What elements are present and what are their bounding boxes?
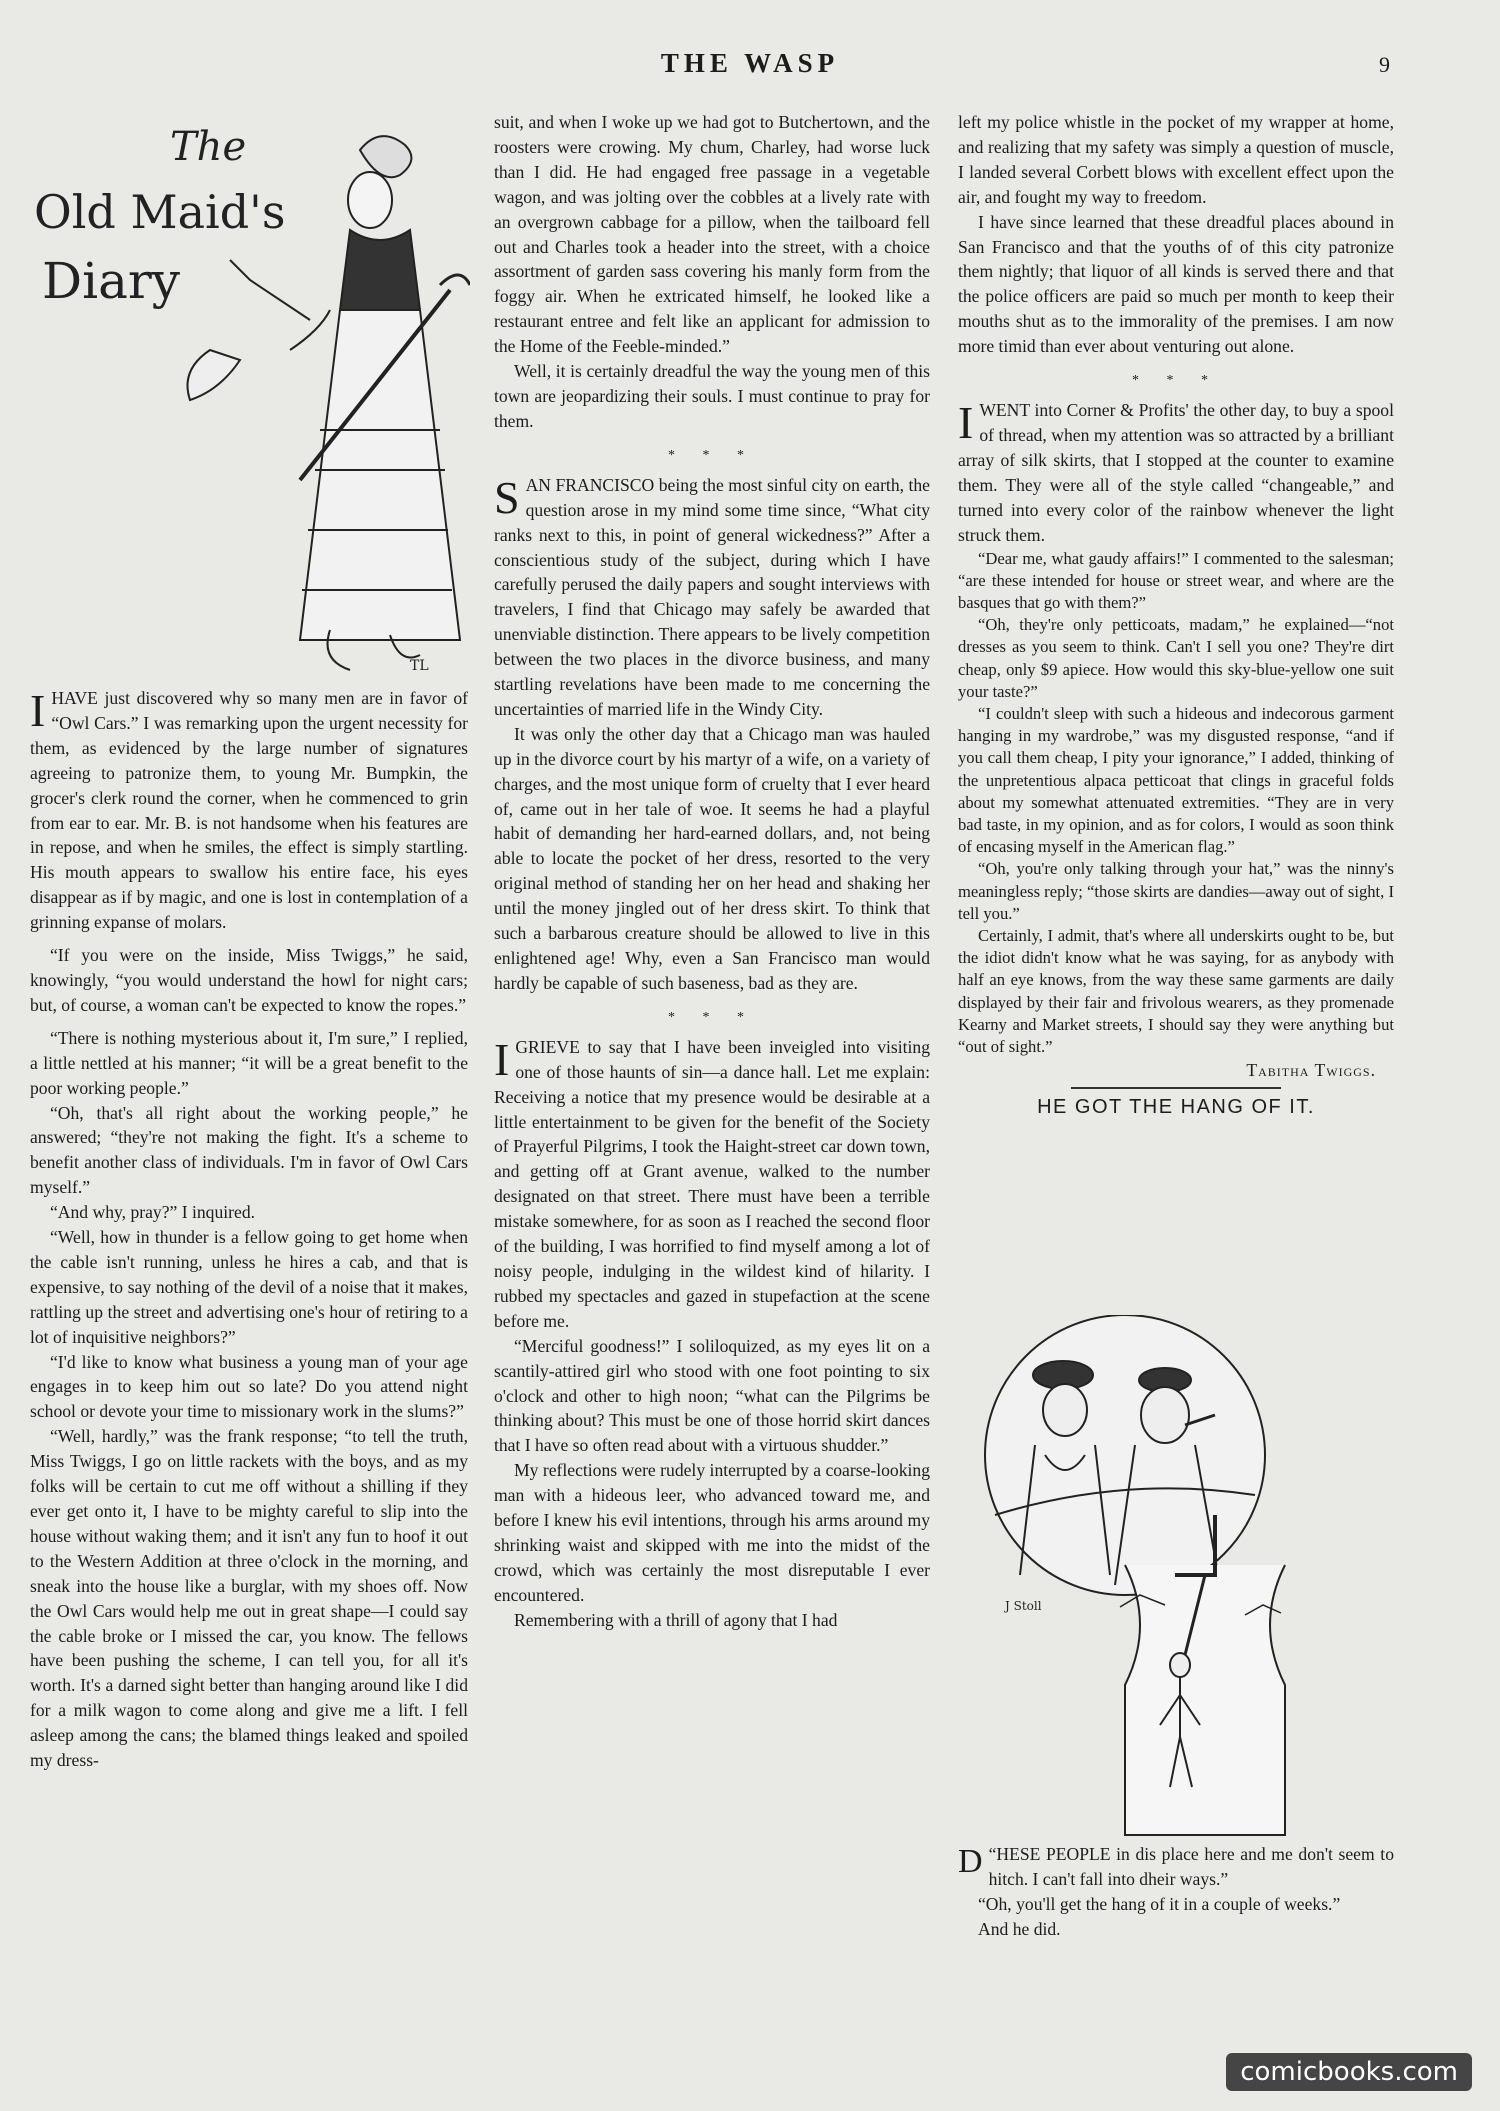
col1-paragraph-7: “I'd like to know what business a young man of your age engages in to keep him out so late? Do you attend night school or devote your time to missionary work in the slums?” (30, 1351, 468, 1422)
col1-paragraph-5: “And why, pray?” I inquired. (50, 1202, 256, 1223)
col2-paragraph-6: “Merciful goodness!” I soliloquized, as my eyes lit on a scantily-attired girl who stood with one foot pointing to six o'clock and other to high noon; “what can the Pilgrims be thinking about? This must be one of those horrid skirt dances that I have so often read about with a virtuous shudder.” (494, 1335, 930, 1456)
illustration-artist-initials: TL (410, 658, 429, 674)
watermark-badge: comicbooks.com (1226, 2053, 1472, 2091)
cartoon-caption (958, 1842, 1394, 1942)
column-3 (958, 110, 1394, 1130)
col2-paragraph-2: Well, it is certainly dreadful the way the young men of this town are jeopardizing their souls. I must continue to pray for them. (494, 361, 930, 431)
section-divider: * * * (1132, 373, 1220, 389)
section-divider: * * * (668, 447, 756, 463)
hang-cartoon (975, 1315, 1395, 1855)
col3-paragraph-8: Certainly, I admit, that's where all underskirts ought to be, but the idiot didn't know what he was saying, for as anybody with half an eye knows, from the way these same garments are daily displayed by their fair and frivolous wearers, as they promenade Kearny and Market streets, I should say they were anything but “out of sight.” (958, 925, 1394, 1056)
illustration-title-diary: Diary (42, 252, 181, 310)
section-divider: * * * (668, 1009, 756, 1025)
illustration-title-the: The (170, 124, 247, 170)
col3-paragraph-7: “Oh, you're only talking through your hat,” was the ninny's meaningless reply; “those skirts are dandies—away out of sight, I tell you.” (958, 859, 1394, 923)
column-2 (494, 110, 930, 1633)
col1-paragraph-6: “Well, how in thunder is a fellow going to get home when the cable isn't running, unless he hires a cab, and that is expensive, to say nothing of the devil of a noise that it makes, rattling up the street and advertising one's hour of retiring to a lot of inquisitive neighbors?” (30, 1227, 468, 1347)
col2-paragraph-3: SAN FRANCISCO being the most sinful city on earth, the question arose in my mind some time since, “What city ranks next to this, in point of general wickedness?” After a conscientious study of the subject, during which I have carefully perused the daily papers and sought interviews with travelers, I find that Chicago may safely be awarded that unenviable distinction. There appears to be lively competition between the two places in the divorce business, and many startling revelations have been made to me concerning the uncertainties of married life in the Windy City. (494, 471, 930, 719)
col2-paragraph-1: suit, and when I woke up we had got to Butchertown, and the roosters were crowing. My chum, Charley, had worse luck than I did. He had engaged free passage in a vegetable wagon, and was jolting over the cobbles at a lively rate with an overgrown cabbage for a pillow, when the tailboard fell out and Charles took a header into the street, with a choice assortment of garden sass covering his manly form from the foggy air. When he extricated himself, he looked like a restaurant entree and felt like an applicant for admission to the Home of the Feeble-minded.” (494, 112, 930, 357)
author-signature: Tabitha Twiggs. (1246, 1060, 1376, 1081)
divider-rule (1071, 1087, 1281, 1089)
masthead: THE WASP (660, 48, 840, 78)
col2-paragraph-7: My reflections were rudely interrupted by a coarse-looking man with a hideous leer, who advanced toward me, and before I knew his evil intentions, through his arms around my shrinking waist and skipped with me into the midst of the crowd, which was certainly the most disreputable I ever encountered. (494, 1460, 930, 1605)
column-1 (30, 686, 468, 1773)
drop-cap: D (958, 1843, 983, 1880)
col1-paragraph-8: “Well, hardly,” was the frank response; “to tell the truth, Miss Twiggs, I go on little rackets with the boys, and as my folks will be certain to cut me off without a shilling if they ever get onto it, I have to be mighty careful to slip into the house without waking them; and it isn't any fun to hoof it out to the Western Addition at three o'clock in the morning, and sneak into the house like a burglar, with my shoes off. Now the Owl Cars would help me out in great shape—I could say the cable broke or I missed the car, you know. The fellows have been pushing the scheme, I can tell you, for all it's worth. It's a darned sight better than hanging around like I did for a milk wagon to come along and give me a lift. I fell asleep among the cans; the blamed things leaked and spoiled my dress- (30, 1426, 468, 1771)
cartoon-artist-signature: J Stoll (1005, 1599, 1042, 1613)
drop-cap: I (494, 1033, 510, 1085)
col1-paragraph-2: “If you were on the inside, Miss Twiggs,” he said, knowingly, “you would understand the howl for night cars; but, of course, a woman can't be expected to know the ropes.” (30, 945, 468, 1015)
drop-cap: S (494, 471, 520, 523)
col3-paragraph-2: I have since learned that these dreadful places abound in San Francisco and that the youths of of this city patronize them nightly; that liquor of all kinds is served there and that the police officers are paid so much per month to keep their mouths shut as to the immorality of the premises. I am now more timid than ever about venturing out alone. (958, 211, 1394, 357)
col3-paragraph-6: “I couldn't sleep with such a hideous and indecorous garment hanging in my wardrobe,” was my disgusted response, “and if you call them cheap, I pity your ignorance,” I added, thinking of the unpretentious alpaca petticoat that clings in graceful folds about my somewhat attenuated extremities. “They are in very bad taste, in my opinion, and as for colors, I would as soon think of encasing myself in the American flag.” (958, 703, 1394, 857)
col3-paragraph-3: I WENT into Corner & Profits' the other day, to buy a spool of thread, when my attention was so attracted by a brilliant array of silk skirts, that I stopped at the counter to examine them. They were all of the style called “changeable,” and turned into every color of the rainbow whenever the light struck them. (958, 397, 1394, 545)
caption-paragraph-2: “Oh, you'll get the hang of it in a couple of weeks.” (978, 1893, 1341, 1914)
drop-cap: I (30, 685, 46, 736)
drop-cap: I (958, 397, 974, 449)
col2-paragraph-4: It was only the other day that a Chicago man was hauled up in the divorce court by his martyr of a wife, on a variety of charges, and the most unique form of cruelty that I ever heard of, came out in her tale of woe. It seems he had a playful habit of demanding her hard-earned dollars, and, not being able to locate the pocket of her dress, resorted to the very original method of standing her on her head and shaking her until the money jingled out of her dress skirt. To think that such a barbarous creature should be allowed to live in this enlightened age! Why, even a San Francisco man would hardly be capable of such baseness, bad as they are. (494, 723, 930, 993)
illustration-title-old-maids: Old Maid's (34, 185, 286, 239)
cartoon-heading: HE GOT THE HANG OF IT. (1037, 1096, 1315, 1119)
col3-dialogue (958, 548, 1394, 1059)
old-maid-illustration (30, 110, 470, 680)
col2-paragraph-5: I GRIEVE to say that I have been inveigled into visiting one of those haunts of sin—a dance hall. Let me explain: Receiving a notice that my presence would be desirable at a little entertainment to be given for the benefit of the Society of Prayerful Pilgrims, I took the Haight-street car down town, and getting off at Grant avenue, walked to the number designated on that street. There must have been a terrible mistake somewhere, for as soon as I reached the second floor of the building, I was horrified to find myself among a lot of noisy people, indulging in the wildest kind of hilarity. I rubbed my spectacles and gazed in stupefaction at the scene before me. (494, 1033, 930, 1331)
caption-paragraph-3: And he did. (978, 1918, 1061, 1939)
col3-paragraph-4: “Dear me, what gaudy affairs!” I commented to the salesman; “are these intended for house or street wear, and where are the basques that go with them?” (958, 548, 1394, 612)
col2-paragraph-8: Remembering with a thrill of agony that I had (514, 1609, 838, 1630)
caption-paragraph-1: “ D HESE PEOPLE in dis place here and me don't seem to hitch. I can't fall into dheir ways.” (958, 1843, 1394, 1889)
col1-paragraph-4: “Oh, that's all right about the working people,” he answered; “they're not making the fight. It's a scheme to benefit another class of individuals. I'm in favor of Owl Cars myself.” (30, 1102, 468, 1198)
col1-paragraph-1: I HAVE just discovered why so many men are in favor of “Owl Cars.” I was remarking upon the urgent necessity for them, as evidenced by the large number of signatures agreeing to patronize them, to young Mr. Bumpkin, the grocer's clerk round the corner, when he commenced to grin from ear to ear. Mr. B. is not handsome when his features are in repose, and when he smiles, the effect is simply startling. His mouth appears to swallow his entire face, his eyes disappear as if by magic, and one is lost in contemplation of a grinning expanse of molars. (30, 685, 468, 933)
cartoon-circle (985, 1315, 1265, 1595)
col3-paragraph-5: “Oh, they're only petticoats, madam,” he explained—“not dresses as you seem to think. Can't I sell you one? They're dirt cheap, only $9 apiece. How would this sky-blue-yellow one suit your taste?” (958, 615, 1394, 701)
col3-paragraph-1: left my police whistle in the pocket of my wrapper at home, and realizing that my safety was simply a question of muscle, I landed several Corbett blows with excellent effect upon the air, and fought my way to freedom. (958, 112, 1394, 207)
page-number: 9 (1379, 52, 1390, 77)
col1-paragraph-3: “There is nothing mysterious about it, I'm sure,” I replied, a little nettled at his manner; “it will be a great benefit to the poor working people.” (30, 1027, 468, 1098)
